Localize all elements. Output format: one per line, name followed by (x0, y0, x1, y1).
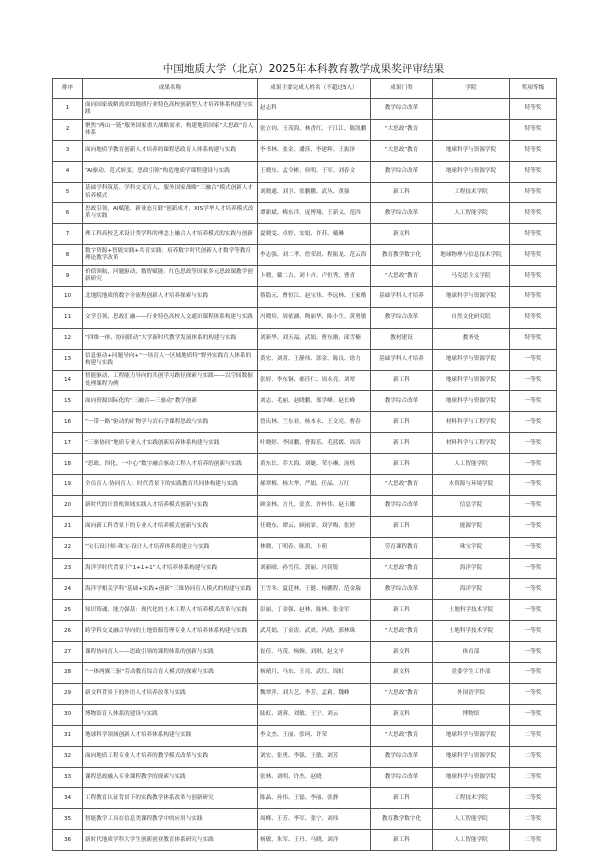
category-cell: “大思政”教育 (371, 475, 433, 496)
college-cell: 地球物理与信息技术学院 (433, 245, 510, 266)
category-cell: “大思政”教育 (371, 266, 433, 287)
title-cell: 新文科背景下的外语人才培养改革与实践 (83, 683, 258, 704)
members-cell: 崔佳、马茂、杨婉、刘琪、赵文平 (258, 642, 371, 663)
category-cell: 新工科 (371, 433, 433, 454)
header-award: 奖项等级 (510, 79, 557, 99)
table-row (53, 266, 557, 287)
category-cell: 教材建设 (371, 328, 433, 349)
table-row (53, 140, 557, 161)
header-members: 成果主要完成人姓名（不超过5人） (258, 79, 371, 99)
college-cell: 材料科学与工程学院 (433, 433, 510, 454)
table-row (53, 809, 557, 830)
award-cell: 二等奖 (510, 746, 557, 767)
title-cell: “四维一体、协同联动”大学新时代教学发展体系的构建与实践 (83, 328, 258, 349)
members-cell: 蔡隐元、曹恒江、赵宝伟、李远林、王家楷 (258, 287, 371, 308)
title-cell: “三驱协同”地质专业人才实践创新培养体系构建与实践 (83, 433, 258, 454)
award-cell: 二等奖 (510, 767, 557, 788)
college-cell: 人工智能学院 (433, 203, 510, 224)
college-cell: 工程技术学院 (433, 182, 510, 203)
award-cell: 特等奖 (510, 119, 557, 140)
college-cell: 海洋学院 (433, 579, 510, 600)
category-cell: 基础学科人才培养 (371, 287, 433, 308)
members-cell: 张林、刘明、许杰、赵晓 (258, 767, 371, 788)
table-row (53, 746, 557, 767)
rank-cell: 5 (53, 182, 83, 203)
award-cell: 一等奖 (510, 537, 557, 558)
category-cell: 新文科 (371, 663, 433, 684)
members-cell: 魏翠萍、刘大艺、李芳、孟莉、魏峰 (258, 683, 371, 704)
table-body (53, 99, 557, 851)
table-row (53, 328, 557, 349)
award-cell: 一等奖 (510, 600, 557, 621)
category-cell: 新工科 (371, 182, 433, 203)
members-cell: 卜晓、戴二吉、刘十卉、卢恒秀、曹青 (258, 266, 371, 287)
members-cell: 黄宏、刘菁、王静伟、郭金、陈良、徐力 (258, 349, 371, 370)
title-cell: 智能驱动、工程能力导向的共创学习路径探索与实践——以空间数据处理课程为例 (83, 370, 258, 391)
members-cell: 刘晓通、刘卫、张鹏鹏、武丛、黄强 (258, 182, 371, 203)
table-row (53, 495, 557, 516)
members-cell: 夏晓雯、卓婷、安娟、许苏、戴琳 (258, 224, 371, 245)
table-row (53, 454, 557, 475)
award-cell: 一等奖 (510, 412, 557, 433)
award-cell: 特等奖 (510, 328, 557, 349)
college-cell: 材料科学与工程学院 (433, 412, 510, 433)
award-cell: 特等奖 (510, 224, 557, 245)
rank-cell: 2 (53, 119, 83, 140)
college-cell: 马克思主义学院 (433, 266, 510, 287)
award-cell: 特等奖 (510, 161, 557, 182)
college-cell: 人工智能学院 (433, 830, 510, 851)
members-cell: 叶晓婷、李国鹏、曹海乐、毛蓝媛、周涛 (258, 433, 371, 454)
rank-cell: 24 (53, 579, 83, 600)
category-cell: 教学综合改革 (371, 307, 433, 328)
members-cell: 任晓东、谭云、顾雨霏、刘学梅、张婷 (258, 516, 371, 537)
award-cell: 一等奖 (510, 683, 557, 704)
title-cell: 海洋学相关学科“基础+实践+创新”三维协同育人模式的构建与实践 (83, 579, 258, 600)
category-cell: 新工科 (371, 830, 433, 851)
award-cell: 一等奖 (510, 454, 557, 475)
members-cell: 黄东长、乔大海、刘婕、荣小琳、汤烁 (258, 454, 371, 475)
award-cell: 一等奖 (510, 349, 557, 370)
title-cell: 文学引领、思政汇融——行业特色高校人文通识课程体系构建与实践 (83, 307, 258, 328)
table-row (53, 203, 557, 224)
college-cell: 人工智能学院 (433, 454, 510, 475)
members-cell: 谭新斌、梅东洋、庞博翔、王新义、范四 (258, 203, 371, 224)
members-cell: 刘新华、刘天福、武娟、曹东刚、邱雪楠 (258, 328, 371, 349)
rank-cell: 19 (53, 475, 83, 496)
members-cell: 李文杰、王丽、张珂、许荣 (258, 725, 371, 746)
members-cell: 王晓东、孟令彬、侯明、于军、刘春文 (258, 161, 371, 182)
college-cell: 地球科学与资源学院 (433, 161, 510, 182)
rank-cell: 33 (53, 767, 83, 788)
college-cell: 人工智能学院 (433, 809, 510, 830)
award-cell: 一等奖 (510, 663, 557, 684)
rank-cell: 6 (53, 203, 83, 224)
college-cell: 工程技术学院 (433, 788, 510, 809)
table-row (53, 516, 557, 537)
award-cell: 特等奖 (510, 140, 557, 161)
rank-cell: 10 (53, 287, 83, 308)
rank-cell: 23 (53, 558, 83, 579)
rank-cell: 21 (53, 516, 83, 537)
title-cell: 聚焦“两山一链”服务国家重大战略需求，构建地质国家“大思政”育人体系 (83, 119, 258, 140)
category-cell: 新工科 (371, 516, 433, 537)
title-cell: 博物馆育人体系的建设与实践 (83, 704, 258, 725)
category-cell: “大思政”教育 (371, 140, 433, 161)
award-cell: 一等奖 (510, 579, 557, 600)
members-cell: 李志强、刘二孝、詹荣晨、程振龙、范云海 (258, 245, 371, 266)
college-cell: 地球科学与资源学院 (433, 370, 510, 391)
title-cell: “宝石设计师-珠宝-设计人才培养体系的建立与实践 (83, 537, 258, 558)
title-cell: 知识铸魂、能力强基：现代化的土木工程人才培养模式改革与实践 (83, 600, 258, 621)
rank-cell: 25 (53, 600, 83, 621)
category-cell: “大思政”教育 (371, 683, 433, 704)
members-cell: 林晓、丁明春、陈玥、卜萌 (258, 537, 371, 558)
college-cell: 土地科学技术学院 (433, 600, 510, 621)
title-cell: “一体两翼三驱”劳动教育综合育人模式的探索与实践 (83, 663, 258, 684)
college-cell: 体育部 (433, 642, 510, 663)
college-cell: 教务处 (433, 328, 510, 349)
award-cell: 一等奖 (510, 621, 557, 642)
college-cell (433, 99, 510, 120)
rank-cell: 9 (53, 266, 83, 287)
table-row (53, 349, 557, 370)
category-cell: 教学综合改革 (371, 579, 433, 600)
table-row (53, 600, 557, 621)
table-row (53, 642, 557, 663)
table-row (53, 704, 557, 725)
table-row (53, 161, 557, 182)
table-header-row (53, 79, 557, 99)
rank-cell: 26 (53, 621, 83, 642)
members-cell: 冯晓培、周依涵、陶丽华、陈小生、黄勇敏 (258, 307, 371, 328)
award-cell: 一等奖 (510, 475, 557, 496)
header-title: 成果名称 (83, 79, 258, 99)
college-cell: 地球科学与资源学院 (433, 746, 510, 767)
rank-cell: 22 (53, 537, 83, 558)
table-row (53, 830, 557, 851)
title-cell: 地球科学领域创新人才培养体系构建与实践 (83, 725, 258, 746)
category-cell: “大思政”教育 (371, 621, 433, 642)
college-cell: 信息学院 (433, 495, 510, 516)
award-cell: 特等奖 (510, 203, 557, 224)
award-cell: 特等奖 (510, 245, 557, 266)
members-cell: 陆虹、刘蓉、刘敏、王宁、刘云 (258, 704, 371, 725)
category-cell: 新工科 (371, 454, 433, 475)
title-cell: 思政引领、AI赋能、新业态互联“创新成才，XIS学华人才培养模式改革与实践 (83, 203, 258, 224)
members-cell: 刘新晴、孙雪佳、郭丽、冯钊锐 (258, 558, 371, 579)
award-cell: 一等奖 (510, 704, 557, 725)
rank-cell: 32 (53, 746, 83, 767)
rank-cell: 16 (53, 412, 83, 433)
table-row (53, 119, 557, 140)
members-cell: 张婷、李东铜、郝佳仁、周永亮、刘翠 (258, 370, 371, 391)
title-cell: 海洋学时代背景下“1+1+1”人才培养体系构建与实践 (83, 558, 258, 579)
college-cell (433, 224, 510, 245)
table-row (53, 287, 557, 308)
category-cell: 劳育课程教育 (371, 537, 433, 558)
award-cell: 二等奖 (510, 788, 557, 809)
members-cell: 张立钧、王茂海、林香红、于江江、陈凯鹏 (258, 119, 371, 140)
members-cell: 刘宏、张勇、李强、王敏、刘芳 (258, 746, 371, 767)
college-cell: 地球科学与资源学院 (433, 140, 510, 161)
rank-cell: 1 (53, 99, 83, 120)
category-cell: “大思政”教育 (371, 119, 433, 140)
college-cell: 地球科学与资源学院 (433, 391, 510, 412)
table-row (53, 433, 557, 454)
members-cell: 曾庆林、兰东亚、杨本永、王文亮、曹春 (258, 412, 371, 433)
category-cell: 新工科 (371, 412, 433, 433)
table-row (53, 767, 557, 788)
college-cell: 水资源与环境学院 (433, 475, 510, 496)
title-cell: 数字资源+智能实践+共育实践：培养数字时代创新人才数学等教育理论教学改革 (83, 245, 258, 266)
members-cell: 陈晶、孙伟、王磊、李丽、张静 (258, 788, 371, 809)
award-cell: 一等奖 (510, 642, 557, 663)
table-row (53, 224, 557, 245)
award-cell: 一等奖 (510, 516, 557, 537)
award-cell: 一等奖 (510, 495, 557, 516)
table-row (53, 579, 557, 600)
rank-cell: 20 (53, 495, 83, 516)
college-cell: 自然文化研究院 (433, 307, 510, 328)
title-cell: 新时代地质学科大学生创新创业教育体系研究与实践 (83, 830, 258, 851)
category-cell: 新文科 (371, 642, 433, 663)
results-table (52, 78, 557, 851)
rank-cell: 27 (53, 642, 83, 663)
table-row (53, 245, 557, 266)
category-cell: 教育教学数字化 (371, 245, 433, 266)
category-cell: 新工科 (371, 600, 433, 621)
award-cell: 特等奖 (510, 99, 557, 120)
title-cell: 面向国家战略需求的地质行业特色高校创新型人才培养体系构建与实践 (83, 99, 258, 120)
award-cell: 一等奖 (510, 433, 557, 454)
header-rank: 排序 (53, 79, 83, 99)
college-cell: 地球科学与资源学院 (433, 287, 510, 308)
rank-cell: 34 (53, 788, 83, 809)
college-cell: 地球科学与资源学院 (433, 349, 510, 370)
category-cell: 新文科 (371, 224, 433, 245)
table-row (53, 621, 557, 642)
table-row (53, 683, 557, 704)
title-cell: 工程教育认证背景下的实践教学体系改革与创新研究 (83, 788, 258, 809)
rank-cell: 29 (53, 683, 83, 704)
category-cell: 教学综合改革 (371, 767, 433, 788)
award-cell: 特等奖 (510, 307, 557, 328)
title-cell: 北地院地质的数字全流程创新人才培养探索与实践 (83, 287, 258, 308)
members-cell: 顾金林、方凡、张喜、许梓伟、赵玉娜 (258, 495, 371, 516)
college-cell (433, 119, 510, 140)
rank-cell: 15 (53, 391, 83, 412)
members-cell: 彭丽、丁金强、赵林、陈林、张金军 (258, 600, 371, 621)
category-cell: 新工科 (371, 370, 433, 391)
college-cell: 珠宝学院 (433, 537, 510, 558)
award-cell: 特等奖 (510, 287, 557, 308)
award-cell: 特等奖 (510, 266, 557, 287)
category-cell: 教育教学数字化 (371, 809, 433, 830)
award-cell: 二等奖 (510, 830, 557, 851)
college-cell: 地球科学与资源学院 (433, 725, 510, 746)
table-row (53, 663, 557, 684)
members-cell: 郝翠梅、杨大华、严娟、任晶、万红 (258, 475, 371, 496)
rank-cell: 4 (53, 161, 83, 182)
title-cell: 课程协同育人——思政引领的课程体系的创新与实践 (83, 642, 258, 663)
table-row (53, 475, 557, 496)
rank-cell: 28 (53, 663, 83, 684)
title-cell: 面向新工科背景下的专业人才培养模式创新与实践 (83, 516, 258, 537)
table-row (53, 370, 557, 391)
page-title: 中国地质大学（北京）2025年本科教育教学成果奖评审结果 (162, 63, 445, 75)
category-cell: 教学综合改革 (371, 495, 433, 516)
college-cell: 土地科学技术学院 (433, 621, 510, 642)
college-cell: 地球科学与资源学院 (433, 767, 510, 788)
title-cell: 跨学科交叉融合导向的土地资源管理专业人才培养体系构建与实践 (83, 621, 258, 642)
title-cell: 智能教学工具在信息类课程教学中的应用与实践 (83, 809, 258, 830)
rank-cell: 30 (53, 704, 83, 725)
award-cell: 一等奖 (510, 558, 557, 579)
rank-cell: 31 (53, 725, 83, 746)
title-cell: “AI驱动、范式转变、思政引领”构造地质学课程建设与实践 (83, 161, 258, 182)
title-cell: 面向资源国际化的“三融合—三驱动”教学创新 (83, 391, 258, 412)
rank-cell: 36 (53, 830, 83, 851)
table-row (53, 391, 557, 412)
rank-cell: 11 (53, 307, 83, 328)
category-cell: “大思政”教育 (371, 725, 433, 746)
award-cell: 一等奖 (510, 370, 557, 391)
title-cell: 课程思政融入专业课程教学的探索与实践 (83, 767, 258, 788)
award-cell: 特等奖 (510, 182, 557, 203)
title-cell: 面向地质学教育创新人才培养的课程思政育人体系构建与实践 (83, 140, 258, 161)
title-cell: 信息驱动+问题导向+“一场育人一区域地质特”野外实践育人体系的构建与实践 (83, 349, 258, 370)
members-cell: 王雪冬、夏廷林、王健、杨鹏程、范金瑞 (258, 579, 371, 600)
members-cell: 周峰、王芳、李军、张宁、刘伟 (258, 809, 371, 830)
table-row (53, 725, 557, 746)
category-cell: 新文科 (371, 704, 433, 725)
header-category: 成果门类 (371, 79, 433, 99)
title-cell: 新时代的计算机领域实践人才培养模式创新与实践 (83, 495, 258, 516)
rank-cell: 3 (53, 140, 83, 161)
category-cell: 教学综合改革 (371, 391, 433, 412)
college-cell: 能源学院 (433, 516, 510, 537)
members-cell: 杨晴月、马东、王亮、武红、周虹 (258, 663, 371, 684)
college-cell: 海洋学院 (433, 558, 510, 579)
category-cell: 教学综合改革 (371, 99, 433, 120)
table-row (53, 537, 557, 558)
title-cell: “思政、四化、一中心”数字融合驱动工程人才培养的创新与实践 (83, 454, 258, 475)
rank-cell: 7 (53, 224, 83, 245)
rank-cell: 35 (53, 809, 83, 830)
rank-cell: 18 (53, 454, 83, 475)
category-cell: 教学综合改革 (371, 161, 433, 182)
category-cell: 教学综合改革 (371, 746, 433, 767)
title-cell: 价值领航、问题驱动、数智赋能：红色思政等国家多元思政课教学创新研究 (83, 266, 258, 287)
award-cell: 一等奖 (510, 391, 557, 412)
members-cell: 武芃娟、丁金涛、武炎、冯晓、郭林珠 (258, 621, 371, 642)
table-row (53, 788, 557, 809)
rank-cell: 17 (53, 433, 83, 454)
header-college: 学院 (433, 79, 510, 99)
category-cell: 教学综合改革 (371, 203, 433, 224)
rank-cell: 8 (53, 245, 83, 266)
title-cell: 面向地质工程专业人才培养的教学模式改革与实践 (83, 746, 258, 767)
rank-cell: 14 (53, 370, 83, 391)
college-cell: 博物馆 (433, 704, 510, 725)
table-row (53, 307, 557, 328)
table-row (53, 182, 557, 203)
award-cell: 二等奖 (510, 725, 557, 746)
college-cell: 党委学生工作部 (433, 663, 510, 684)
title-cell: 理工科高校艺术设计类学科的理念上融合人才培养模式的实践与创新 (83, 224, 258, 245)
category-cell: 新工科 (371, 788, 433, 809)
rank-cell: 12 (53, 328, 83, 349)
title-cell: 基础学科筑基、学科交叉育人、服务国家战略“三融合”模式创新人才培养模式 (83, 182, 258, 203)
rank-cell: 13 (53, 349, 83, 370)
members-cell: 赵志科 (258, 99, 371, 120)
college-cell: 外国语学院 (433, 683, 510, 704)
category-cell: 基础学科人才培养 (371, 349, 433, 370)
title-cell: “一带一路”驱动的矿物学与岩石学课程思政与实践 (83, 412, 258, 433)
award-cell: 二等奖 (510, 809, 557, 830)
members-cell: 刘志、毛丽、赵晓鹏、郑学峰、赵长峰 (258, 391, 371, 412)
title-cell: 全员育人·协同育人：时代背景下的实践教育共同体构建与实践 (83, 475, 258, 496)
category-cell: “大思政”教育 (371, 558, 433, 579)
table-row (53, 412, 557, 433)
members-cell: 杨敏、朱军、王丹、马晓、刘洋 (258, 830, 371, 851)
table-row (53, 558, 557, 579)
members-cell: 李书林、张金、潘莎、李建辉、王振泽 (258, 140, 371, 161)
table-row (53, 99, 557, 120)
